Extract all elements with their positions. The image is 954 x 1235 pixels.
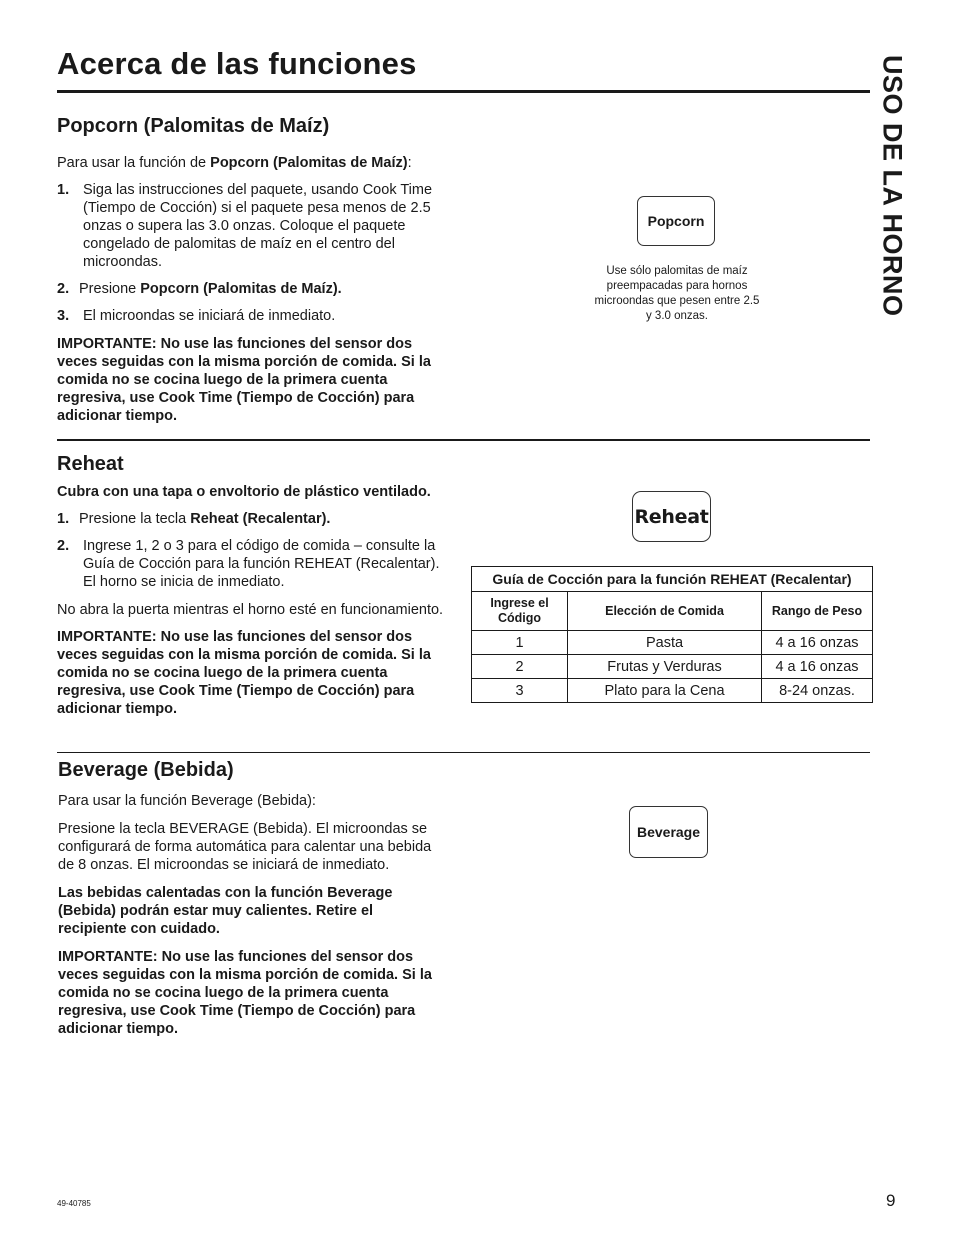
table-cell: Plato para la Cena	[568, 679, 762, 703]
section-divider	[57, 752, 870, 753]
beverage-intro: Para usar la función Beverage (Bebida):	[58, 793, 316, 809]
table-cell: 8-24 onzas.	[762, 679, 873, 703]
table-cell: 1	[472, 631, 568, 655]
reheat-door-note: No abra la puerta mientras el horno esté en funcionamiento.	[57, 602, 444, 618]
side-tab-label: USO DE LA HORNO	[877, 55, 908, 317]
popcorn-step-3	[57, 307, 449, 325]
popcorn-step-1	[57, 181, 449, 271]
page-title: Acerca de las funciones	[57, 46, 417, 81]
beverage-important: IMPORTANTE: No use las funciones del sensor dos veces seguidas con la misma porción de comida. Si la comida no se cocina luego de la primera cuenta regresiva, use Cook Time (Tiempo de Cocción) para adicionar tiempo.	[58, 949, 432, 1037]
step-number: 1.	[57, 511, 70, 527]
step-text: Siga las instrucciones del paquete, usando Cook Time (Tiempo de Cocción) si el paquete pesa menos de 2.5 onzas o supera las 3.0 onzas. Coloque el paquete congelado de palomitas de maíz en el centro del microondas.	[83, 182, 433, 270]
step-text: El microondas se iniciará de inmediato.	[83, 308, 336, 324]
table-header-food: Elección de Comida	[568, 592, 762, 631]
step-number: 3.	[57, 308, 70, 324]
popcorn-important: IMPORTANTE: No use las funciones del sensor dos veces seguidas con la misma porción de comida. Si la comida no se cocina luego de la primera cuenta regresiva, use Cook Time (Tiempo de Cocción) para adicionar tiempo.	[57, 336, 431, 424]
step-number: 2.	[57, 538, 70, 554]
reheat-key: Reheat	[632, 491, 711, 542]
table-row	[472, 631, 873, 655]
table-cell: Frutas y Verduras	[568, 655, 762, 679]
table-cell: 2	[472, 655, 568, 679]
beverage-heading: Beverage (Bebida)	[58, 759, 234, 781]
title-divider	[57, 90, 870, 93]
popcorn-intro	[57, 154, 457, 172]
reheat-cooking-guide-table	[471, 566, 873, 703]
popcorn-heading: Popcorn (Palomitas de Maíz)	[57, 115, 330, 137]
side-tab	[862, 55, 922, 365]
step-number: 1.	[57, 182, 70, 198]
step-text-prefix: Presione la tecla	[79, 511, 191, 527]
table-cell: 3	[472, 679, 568, 703]
reheat-step-2	[57, 537, 457, 593]
beverage-key: Beverage	[629, 806, 708, 858]
popcorn-step-2	[57, 280, 449, 298]
popcorn-key: Popcorn	[637, 196, 715, 246]
step-text-bold: Popcorn (Palomitas de Maíz).	[140, 281, 342, 297]
beverage-warning: Las bebidas calentadas con la función Beverage (Bebida) podrán estar muy calientes. Retire el recipiente con cuidado.	[58, 885, 393, 937]
popcorn-intro-bold: Popcorn (Palomitas de Maíz)	[210, 155, 408, 171]
reheat-important: IMPORTANTE: No use las funciones del sensor dos veces seguidas con la misma porción de comida. Si la comida no se cocina luego de la primera cuenta regresiva, use Cook Time (Tiempo de Cocción) para adicionar tiempo.	[57, 629, 431, 717]
table-row	[472, 679, 873, 703]
step-text	[79, 510, 455, 528]
reheat-heading: Reheat	[57, 453, 124, 475]
reheat-cover-note: Cubra con una tapa o envoltorio de plástico ventilado.	[57, 484, 431, 500]
reheat-step-1	[57, 510, 457, 528]
popcorn-intro-prefix: Para usar la función de	[57, 155, 211, 171]
table-cell: Pasta	[568, 631, 762, 655]
step-text	[79, 280, 449, 298]
beverage-instructions: Presione la tecla BEVERAGE (Bebida). El microondas se configurará de forma automática para calentar una bebida de 8 onzas. El microondas se iniciará de inmediato.	[58, 821, 432, 873]
table-caption: Guía de Cocción para la función REHEAT (Recalentar)	[472, 567, 873, 592]
step-text-prefix: Presione	[79, 281, 141, 297]
table-cell: 4 a 16 onzas	[762, 631, 873, 655]
popcorn-key-caption: Use sólo palomitas de maíz preempacadas para hornos microondas que pesen entre 2.5 y 3.0 onzas.	[594, 265, 760, 322]
step-number: 2.	[57, 281, 70, 297]
page-number: 9	[886, 1191, 896, 1210]
document-code: 49-40785	[57, 1199, 91, 1208]
section-divider	[57, 439, 870, 441]
step-text-bold: Reheat (Recalentar).	[190, 511, 331, 527]
step-text: Ingrese 1, 2 o 3 para el código de comida – consulte la Guía de Cocción para la función REHEAT (Recalentar). El horno se inicia de inmediato.	[83, 538, 440, 590]
table-header-weight: Rango de Peso	[762, 592, 873, 631]
popcorn-intro-suffix: :	[407, 155, 412, 171]
table-header-code: Ingrese el Código	[472, 592, 568, 631]
table-cell: 4 a 16 onzas	[762, 655, 873, 679]
table-row	[472, 655, 873, 679]
